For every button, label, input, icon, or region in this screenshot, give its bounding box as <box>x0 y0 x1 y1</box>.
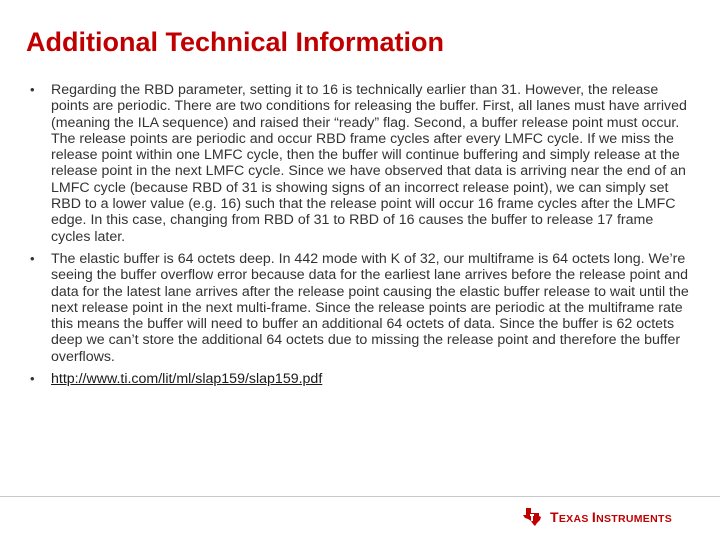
bullet-item-rbd <box>30 82 690 245</box>
logo-wordmark: TEXAS INSTRUMENTS <box>550 509 672 525</box>
footer-divider <box>0 496 720 497</box>
bullet-icon: • <box>30 371 35 387</box>
bullet-item-link <box>30 371 690 387</box>
texas-instruments-logo <box>522 503 682 531</box>
slide-title: Additional Technical Information <box>26 27 445 57</box>
bullet-list <box>30 82 690 387</box>
bullet-text: Regarding the RBD parameter, setting it to 16 is technically earlier than 31. However, the release points are periodic. There are two conditions for releasing the buffer. First, all lanes must have arrived (meaning the ILA sequence) and raised their “ready” flag. Second, a buffer release point must occur. The release points are periodic and occur RBD frame cycles after every LMFC cycle. If we miss the release point within one LMFC cycle, then the buffer will continue buffering and simply release at the release point in the next LMFC cycle. Since we have observed that data is arriving near the end of an LMFC cycle (because RBD of 31 is showing signs of an incorrect release point), we can simply set RBD to a lower value (e.g. 16) such that the release point will occur 16 frame cycles after the LMFC edge. In this case, changing from RBD of 31 to RBD of 16 causes the buffer to release 17 frame cycles later. <box>51 82 687 245</box>
bullet-item-elastic-buffer <box>30 251 690 365</box>
reference-link[interactable]: http://www.ti.com/lit/ml/slap159/slap159.pdf <box>51 371 323 388</box>
bullet-icon: • <box>30 82 35 97</box>
bullet-text: The elastic buffer is 64 octets deep. In 442 mode with K of 32, our multiframe is 64 octets long. We’re seeing the buffer overflow error because data for the earliest lane arrives before the release point and data for the latest lane arrives after the release point causing the elastic buffer release to wait until the next release point in the next multi-frame. Since the release points are periodic at the multiframe rate this means the buffer will need to buffer an additional 64 octets of data. Since the buffer is 62 octets deep we can’t store the additional 64 octets due to missing the release point and therefore the buffer overflows. <box>51 250 689 365</box>
bullet-icon: • <box>30 250 35 266</box>
texas-state-icon <box>522 507 542 527</box>
